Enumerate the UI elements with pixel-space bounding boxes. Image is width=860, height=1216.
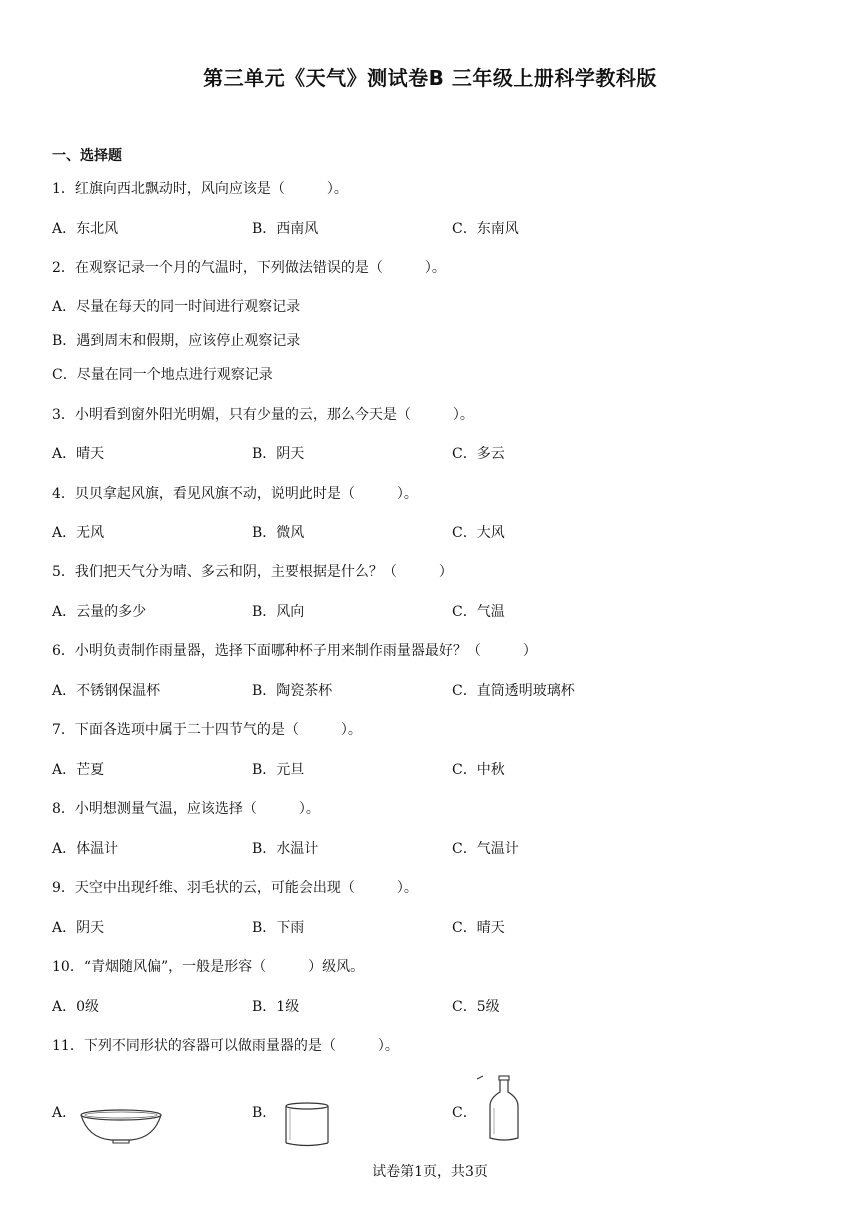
bowl-image: [78, 1108, 164, 1148]
question-1-option-a: A．东北风: [52, 221, 119, 237]
question-3-option-a: A．晴天: [52, 446, 105, 462]
question-10-option-a: A．0级: [52, 999, 100, 1015]
question-2-option-c: C．尽量在同一个地点进行观察记录: [52, 367, 273, 383]
question-6-option-a: A．不锈钢保温杯: [52, 683, 161, 699]
question-3-stem: 3．小明看到窗外阳光明媚，只有少量的云，那么今天是（ ）。: [52, 407, 474, 423]
question-7-option-a: A．芒夏: [52, 762, 105, 778]
question-4-option-b: B．微风: [252, 525, 305, 541]
question-7-stem: 7．下面各选项中属于二十四节气的是（ ）。: [52, 722, 362, 738]
page-footer: 试卷第1页，共3页: [372, 1164, 488, 1180]
question-2-option-b: B．遇到周末和假期，应该停止观察记录: [52, 333, 301, 349]
question-3-option-b: B．阴天: [252, 446, 305, 462]
question-8-option-b: B．水温计: [252, 841, 319, 857]
question-8-option-c: C．气温计: [452, 841, 519, 857]
question-4-stem: 4．贝贝拿起风旗，看见风旗不动，说明此时是（ ）。: [52, 486, 418, 502]
question-11-option-a: A．: [52, 1105, 77, 1121]
question-7-option-c: C．中秋: [452, 762, 505, 778]
question-9-option-c: C．晴天: [452, 920, 505, 936]
straight-cup-image: [282, 1100, 332, 1150]
question-1-stem: 1．红旗向西北飘动时，风向应该是（ ）。: [52, 181, 348, 197]
question-8-stem: 8．小明想测量气温，应该选择（ ）。: [52, 801, 320, 817]
bottle-image: [474, 1074, 524, 1144]
question-1-option-c: C．东南风: [452, 221, 519, 237]
question-2-option-a: A．尽量在每天的同一时间进行观察记录: [52, 299, 301, 315]
question-11-stem: 11．下列不同形状的容器可以做雨量器的是（ ）。: [52, 1038, 399, 1054]
question-10-option-b: B．1级: [252, 999, 300, 1015]
question-7-option-b: B．元旦: [252, 762, 305, 778]
question-10-stem: 10．“青烟随风偏”，一般是形容（ ）级风。: [52, 959, 365, 975]
question-9-stem: 9．天空中出现纤维、羽毛状的云，可能会出现（ ）。: [52, 880, 418, 896]
question-9-option-a: A．阴天: [52, 920, 105, 936]
section-heading: 一、选择题: [52, 148, 122, 164]
question-11-option-c: C．: [452, 1105, 477, 1121]
question-5-option-c: C．气温: [452, 604, 505, 620]
question-8-option-a: A．体温计: [52, 841, 119, 857]
question-5-option-b: B．风向: [252, 604, 305, 620]
question-3-option-c: C．多云: [452, 446, 505, 462]
question-6-stem: 6．小明负责制作雨量器，选择下面哪种杯子用来制作雨量器最好？（ ）: [52, 643, 537, 659]
question-6-option-c: C．直筒透明玻璃杯: [452, 683, 575, 699]
question-10-option-c: C．5级: [452, 999, 500, 1015]
question-5-option-a: A．云量的多少: [52, 604, 147, 620]
question-6-option-b: B．陶瓷茶杯: [252, 683, 333, 699]
question-9-option-b: B．下雨: [252, 920, 305, 936]
question-5-stem: 5．我们把天气分为晴、多云和阴，主要根据是什么？（ ）: [52, 564, 453, 580]
question-11-option-b: B．: [252, 1105, 277, 1121]
question-1-option-b: B．西南风: [252, 221, 319, 237]
question-2-stem: 2．在观察记录一个月的气温时，下列做法错误的是（ ）。: [52, 260, 446, 276]
question-4-option-a: A．无风: [52, 525, 105, 541]
page-title: 第三单元《天气》测试卷B 三年级上册科学教科版: [203, 66, 657, 90]
question-4-option-c: C．大风: [452, 525, 505, 541]
